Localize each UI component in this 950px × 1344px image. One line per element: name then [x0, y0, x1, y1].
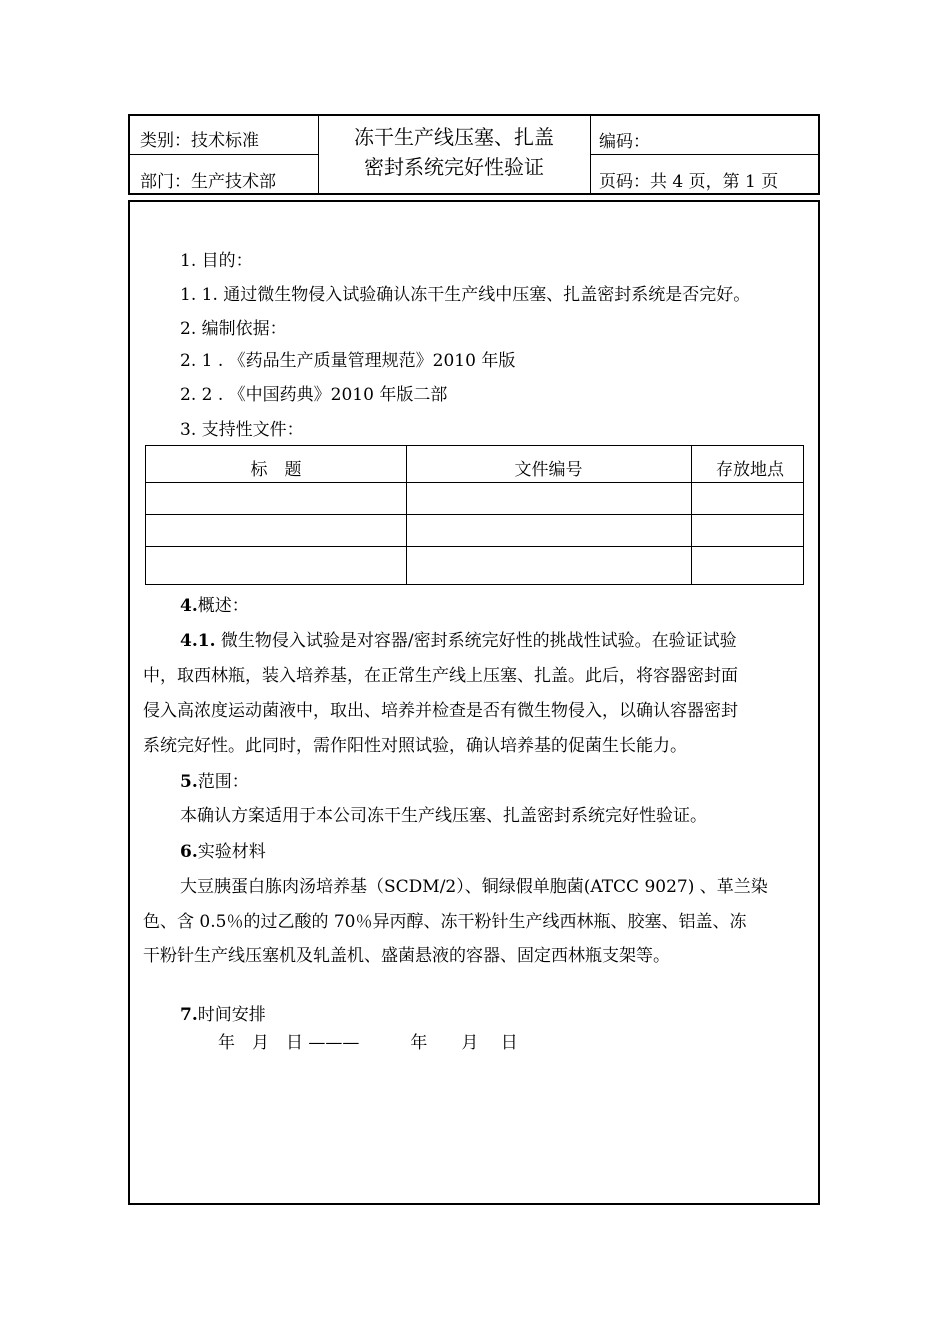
- section-2-1-text: 2. 1 . 《药品生产质量管理规范》2010 年版: [180, 351, 516, 371]
- document-header: [128, 114, 820, 195]
- section-1-heading: 1. 目的：: [180, 251, 253, 271]
- section-2-2-text: 2. 2 . 《中国药典》2010 年版二部: [180, 385, 448, 405]
- section-4-1-line: 中，取西林瓶，装入培养基，在正常生产线上压塞、扎盖。此后，将容器密封面: [143, 666, 738, 686]
- section-4-1-line: 系统完好性。此同时，需作阳性对照试验，确认培养基的促菌生长能力。: [143, 736, 687, 756]
- title-line-1: 冻干生产线压塞、扎盖: [354, 125, 554, 149]
- document-title: [318, 116, 590, 193]
- section-5-heading: 5.范围：: [180, 772, 249, 792]
- section-4-1-line: 侵入高浓度运动菌液中，取出、培养并检查是否有微生物侵入，以确认容器密封: [143, 701, 738, 721]
- section-6-heading: 6.实验材料: [180, 842, 266, 862]
- section-1-1-text: 1. 1. 通过微生物侵入试验确认冻干生产线中压塞、扎盖密封系统是否完好。: [180, 285, 751, 305]
- table-divider: [146, 546, 803, 547]
- supporting-documents-table: [145, 445, 804, 585]
- section-6-line: 干粉针生产线压塞机及轧盖机、盛菌悬液的容器、固定西林瓶支架等。: [143, 946, 670, 966]
- section-6-line: 大豆胰蛋白胨肉汤培养基（SCDM/2）、铜绿假单胞菌(ATCC 9027) 、革兰染: [180, 877, 768, 897]
- table-header-location: 存放地点: [716, 460, 784, 480]
- table-header-file-number: 文件编号: [514, 460, 583, 480]
- header-code: 编码：: [599, 132, 650, 152]
- header-category: 类别：技术标准: [140, 131, 259, 151]
- table-header-title: 标 题: [250, 460, 302, 480]
- title-line-2: 密封系统完好性验证: [364, 155, 544, 179]
- schedule-dates: 年 月 日 ——— 年 月 日: [218, 1033, 518, 1053]
- section-7-heading: 7.时间安排: [180, 1005, 266, 1025]
- header-page: 页码：共 4 页，第 1 页: [599, 172, 779, 192]
- header-department: 部门：生产技术部: [140, 172, 276, 192]
- section-4-heading: 4.概述：: [180, 596, 249, 616]
- table-divider: [146, 482, 803, 483]
- table-divider: [146, 514, 803, 515]
- section-3-heading: 3. 支持性文件：: [180, 420, 304, 440]
- header-divider: [130, 154, 318, 155]
- header-divider: [590, 154, 820, 155]
- section-6-line: 色、含 0.5％的过乙酸的 70％异丙醇、冻干粉针生产线西林瓶、胶塞、铝盖、冻: [143, 912, 747, 932]
- section-4-1-line: 4.1. 微生物侵入试验是对容器/密封系统完好性的挑战性试验。在验证试验: [180, 631, 737, 651]
- section-5-text: 本确认方案适用于本公司冻干生产线压塞、扎盖密封系统完好性验证。: [180, 806, 707, 826]
- section-2-heading: 2. 编制依据：: [180, 319, 287, 339]
